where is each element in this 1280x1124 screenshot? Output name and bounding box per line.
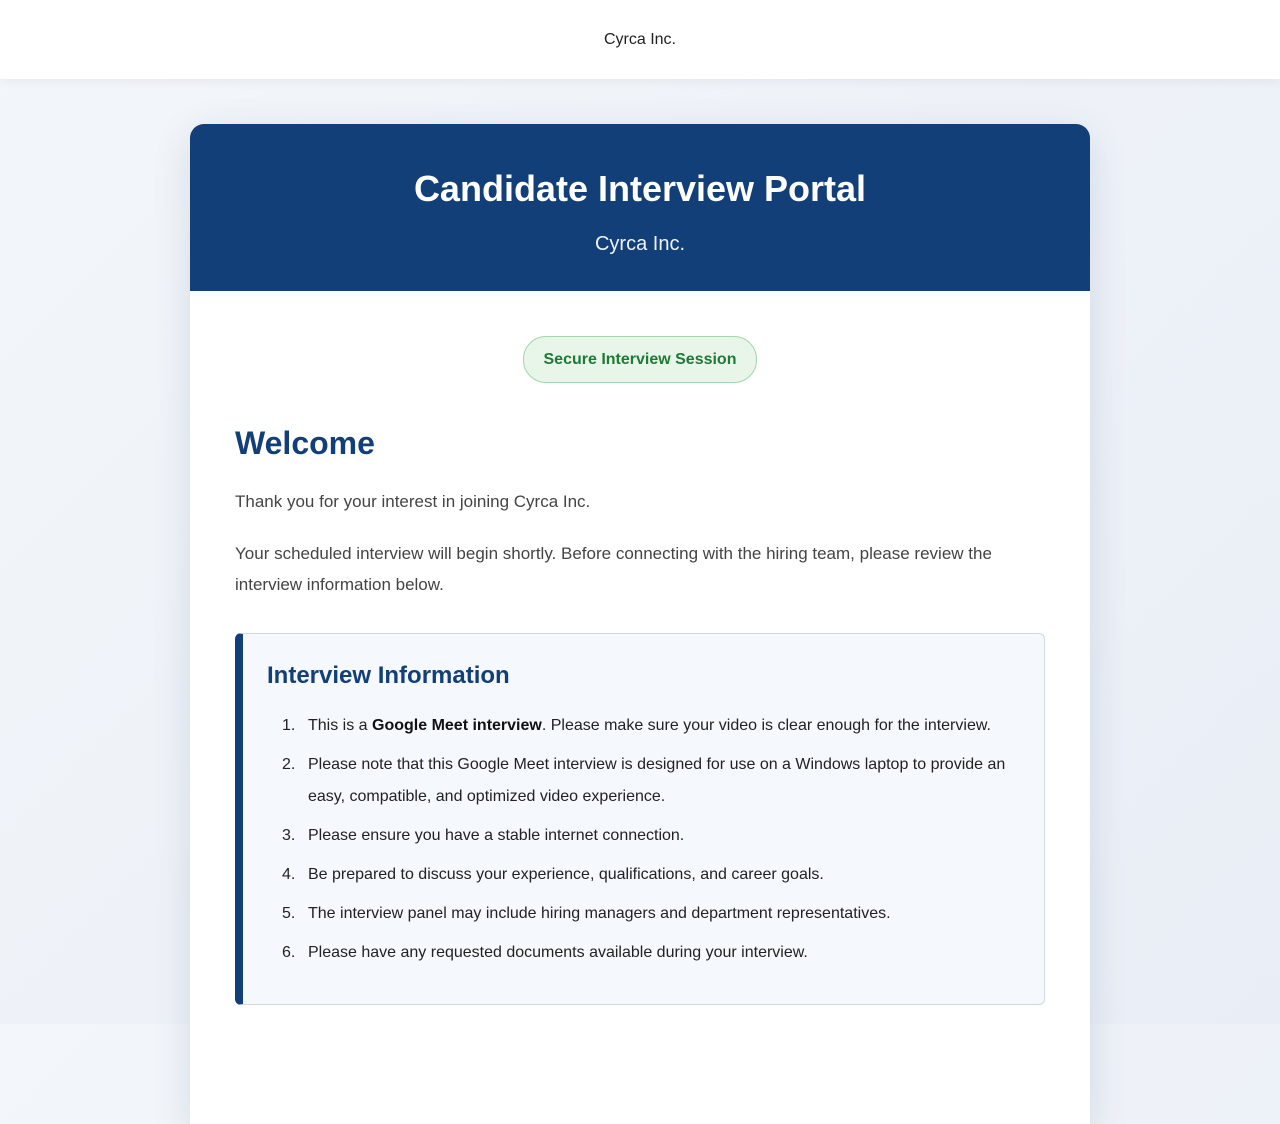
instructions-paragraph: Your scheduled interview will begin shortly. Before connecting with the hiring team, please review the interview information below. xyxy=(235,544,992,594)
item-number: 1. xyxy=(282,717,296,734)
item-text-prefix: This is a xyxy=(308,717,373,734)
portal-body xyxy=(190,291,1090,1005)
list-item xyxy=(267,749,1020,813)
portal-header xyxy=(190,124,1090,291)
info-list xyxy=(267,710,1020,969)
page-title: Candidate Interview Portal xyxy=(413,168,867,209)
interview-info-box xyxy=(235,633,1045,1005)
company-name: Cyrca Inc. xyxy=(603,30,676,48)
item-number: 6. xyxy=(282,944,296,961)
item-text-bold: Google Meet interview xyxy=(372,717,542,734)
info-title: Interview Information xyxy=(267,662,510,689)
list-item xyxy=(267,898,1020,930)
item-number: 2. xyxy=(282,756,296,773)
item-number: 3. xyxy=(282,827,296,844)
badge-container xyxy=(235,336,1045,383)
welcome-paragraph: Thank you for your interest in joining Cyrca Inc. xyxy=(235,492,591,511)
top-bar xyxy=(0,0,1280,79)
item-text: Please have any requested documents available during your interview. xyxy=(308,944,808,961)
item-text: Be prepared to discuss your experience, qualifications, and career goals. xyxy=(308,866,824,883)
list-item xyxy=(267,710,1020,742)
list-item xyxy=(267,859,1020,891)
item-number: 4. xyxy=(282,866,296,883)
welcome-heading: Welcome xyxy=(235,425,375,461)
item-text: Please ensure you have a stable internet connection. xyxy=(308,827,685,844)
page-subtitle: Cyrca Inc. xyxy=(594,233,686,255)
list-item xyxy=(267,820,1020,852)
list-item xyxy=(267,937,1020,969)
item-text: Please note that this Google Meet interview is designed for use on a Windows laptop to provide an easy, compatible, and optimized video experience. xyxy=(308,756,1006,805)
status-badge: Secure Interview Session xyxy=(523,336,758,383)
item-number: 5. xyxy=(282,905,296,922)
item-text-suffix: . Please make sure your video is clear enough for the interview. xyxy=(541,717,991,734)
portal-card xyxy=(190,124,1090,1124)
item-text: The interview panel may include hiring managers and department representatives. xyxy=(308,905,891,922)
